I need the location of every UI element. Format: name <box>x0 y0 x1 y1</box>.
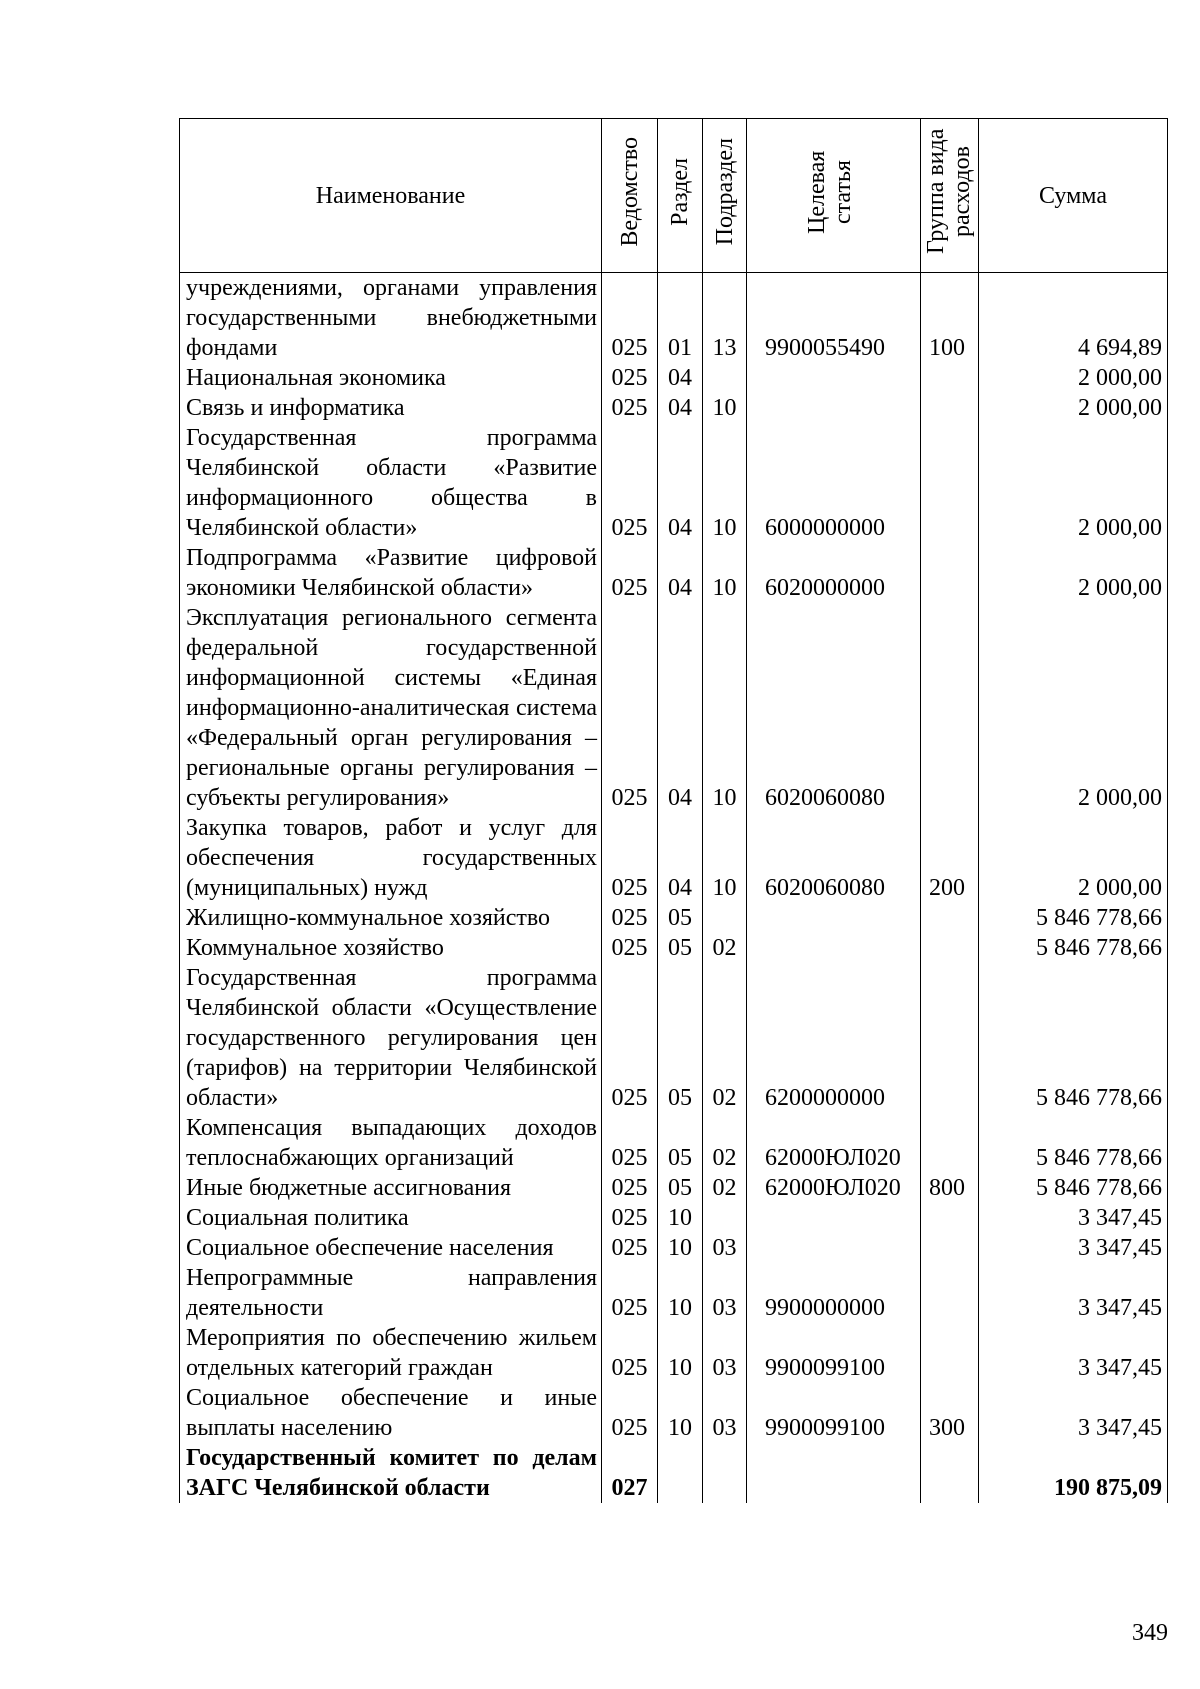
cell-celevaya-statya <box>747 903 921 933</box>
cell-gruppa <box>921 543 979 603</box>
table-body <box>180 273 1168 1504</box>
cell-summa: 5 846 778,66 <box>979 933 1168 963</box>
cell-podrazdel: 03 <box>703 1323 747 1383</box>
cell-razdel: 05 <box>658 1113 703 1173</box>
cell-name: Социальное обеспечение и иные выплаты населению <box>180 1383 602 1443</box>
cell-podrazdel: 02 <box>703 963 747 1113</box>
cell-gruppa <box>921 1323 979 1383</box>
table-row <box>180 1113 1168 1173</box>
cell-vedomstvo: 025 <box>602 963 658 1113</box>
cell-gruppa: 200 <box>921 813 979 903</box>
cell-vedomstvo: 025 <box>602 933 658 963</box>
cell-vedomstvo: 025 <box>602 1203 658 1233</box>
cell-razdel: 05 <box>658 903 703 933</box>
cell-razdel: 04 <box>658 393 703 423</box>
table-row <box>180 423 1168 543</box>
cell-gruppa <box>921 1263 979 1323</box>
cell-vedomstvo: 025 <box>602 813 658 903</box>
table-row <box>180 393 1168 423</box>
cell-celevaya-statya: 6020000000 <box>747 543 921 603</box>
cell-razdel: 05 <box>658 933 703 963</box>
cell-vedomstvo: 025 <box>602 363 658 393</box>
table-row <box>180 603 1168 813</box>
cell-name: учреждениями, органами управления государственными внебюджетными фондами <box>180 273 602 364</box>
cell-razdel <box>658 1443 703 1503</box>
cell-celevaya-statya: 9900000000 <box>747 1263 921 1323</box>
cell-celevaya-statya: 6020060080 <box>747 603 921 813</box>
table-row <box>180 273 1168 364</box>
cell-podrazdel: 03 <box>703 1233 747 1263</box>
cell-vedomstvo: 025 <box>602 603 658 813</box>
cell-celevaya-statya: 6000000000 <box>747 423 921 543</box>
table-header-row <box>180 119 1168 273</box>
cell-celevaya-statya: 62000ЮЛ020 <box>747 1173 921 1203</box>
cell-razdel: 04 <box>658 423 703 543</box>
budget-table <box>179 118 1168 1503</box>
cell-vedomstvo: 025 <box>602 1113 658 1173</box>
header-podrazdel: Подраздел <box>703 119 747 273</box>
cell-name: Государственная программа Челябинской области «Развитие информационного общества в Челябинской области» <box>180 423 602 543</box>
cell-razdel: 10 <box>658 1263 703 1323</box>
cell-vedomstvo: 025 <box>602 273 658 364</box>
cell-podrazdel: 02 <box>703 933 747 963</box>
cell-gruppa: 800 <box>921 1173 979 1203</box>
header-razdel: Раздел <box>658 119 703 273</box>
cell-podrazdel: 02 <box>703 1173 747 1203</box>
cell-vedomstvo: 025 <box>602 1323 658 1383</box>
page-number: 349 <box>1132 1620 1168 1646</box>
cell-summa: 2 000,00 <box>979 813 1168 903</box>
cell-summa: 5 846 778,66 <box>979 963 1168 1113</box>
cell-name: Эксплуатация регионального сегмента федеральной государственной информационной системы «Единая информационно-аналитическая система «Федеральный орган регулирования – региональные органы регулирования – субъекты регулирования» <box>180 603 602 813</box>
cell-celevaya-statya <box>747 1203 921 1233</box>
cell-vedomstvo: 027 <box>602 1443 658 1503</box>
header-name: Наименование <box>180 119 602 273</box>
cell-name: Закупка товаров, работ и услуг для обеспечения государственных (муниципальных) нужд <box>180 813 602 903</box>
cell-name: Компенсация выпадающих доходов теплоснабжающих организаций <box>180 1113 602 1173</box>
cell-gruppa: 100 <box>921 273 979 364</box>
cell-podrazdel: 10 <box>703 423 747 543</box>
cell-summa: 190 875,09 <box>979 1443 1168 1503</box>
table-row <box>180 813 1168 903</box>
cell-razdel: 10 <box>658 1233 703 1263</box>
cell-podrazdel <box>703 1443 747 1503</box>
cell-podrazdel: 10 <box>703 813 747 903</box>
cell-summa: 2 000,00 <box>979 603 1168 813</box>
cell-podrazdel <box>703 1203 747 1233</box>
cell-celevaya-statya: 9900055490 <box>747 273 921 364</box>
cell-razdel: 01 <box>658 273 703 364</box>
cell-vedomstvo: 025 <box>602 543 658 603</box>
cell-celevaya-statya: 62000ЮЛ020 <box>747 1113 921 1173</box>
table-row <box>180 1233 1168 1263</box>
cell-summa: 5 846 778,66 <box>979 903 1168 933</box>
table-row <box>180 1443 1168 1503</box>
header-celevaya-statya: Целевая статья <box>747 119 921 273</box>
cell-podrazdel: 02 <box>703 1113 747 1173</box>
table-row <box>180 1173 1168 1203</box>
cell-summa: 3 347,45 <box>979 1323 1168 1383</box>
cell-name: Социальное обеспечение населения <box>180 1233 602 1263</box>
cell-podrazdel <box>703 903 747 933</box>
cell-podrazdel <box>703 363 747 393</box>
cell-summa: 3 347,45 <box>979 1203 1168 1233</box>
cell-summa: 3 347,45 <box>979 1383 1168 1443</box>
cell-celevaya-statya: 6020060080 <box>747 813 921 903</box>
table-row <box>180 543 1168 603</box>
cell-razdel: 05 <box>658 963 703 1113</box>
cell-vedomstvo: 025 <box>602 1383 658 1443</box>
cell-gruppa <box>921 603 979 813</box>
cell-podrazdel: 03 <box>703 1263 747 1323</box>
cell-vedomstvo: 025 <box>602 423 658 543</box>
cell-gruppa <box>921 1113 979 1173</box>
cell-gruppa: 300 <box>921 1383 979 1443</box>
cell-name: Иные бюджетные ассигнования <box>180 1173 602 1203</box>
cell-summa: 5 846 778,66 <box>979 1113 1168 1173</box>
cell-summa: 2 000,00 <box>979 393 1168 423</box>
cell-gruppa <box>921 933 979 963</box>
cell-summa: 3 347,45 <box>979 1263 1168 1323</box>
cell-vedomstvo: 025 <box>602 1233 658 1263</box>
table-row <box>180 903 1168 933</box>
cell-gruppa <box>921 903 979 933</box>
cell-razdel: 10 <box>658 1323 703 1383</box>
cell-celevaya-statya <box>747 393 921 423</box>
table-row <box>180 933 1168 963</box>
cell-podrazdel: 10 <box>703 603 747 813</box>
cell-summa: 2 000,00 <box>979 423 1168 543</box>
table-row <box>180 1203 1168 1233</box>
cell-name: Государственная программа Челябинской области «Осуществление государственного регулирования цен (тарифов) на территории Челябинской области» <box>180 963 602 1113</box>
cell-summa: 4 694,89 <box>979 273 1168 364</box>
cell-celevaya-statya <box>747 363 921 393</box>
cell-name: Связь и информатика <box>180 393 602 423</box>
header-vedomstvo: Ведомство <box>602 119 658 273</box>
cell-gruppa <box>921 423 979 543</box>
cell-summa: 2 000,00 <box>979 363 1168 393</box>
cell-gruppa <box>921 963 979 1113</box>
cell-vedomstvo: 025 <box>602 1263 658 1323</box>
cell-podrazdel: 03 <box>703 1383 747 1443</box>
cell-summa: 2 000,00 <box>979 543 1168 603</box>
cell-summa: 5 846 778,66 <box>979 1173 1168 1203</box>
table-row <box>180 363 1168 393</box>
cell-celevaya-statya <box>747 933 921 963</box>
cell-name: Жилищно-коммунальное хозяйство <box>180 903 602 933</box>
table-row <box>180 1263 1168 1323</box>
cell-vedomstvo: 025 <box>602 393 658 423</box>
cell-razdel: 04 <box>658 543 703 603</box>
cell-name: Подпрограмма «Развитие цифровой экономики Челябинской области» <box>180 543 602 603</box>
cell-name: Коммунальное хозяйство <box>180 933 602 963</box>
cell-gruppa <box>921 393 979 423</box>
cell-name: Непрограммные направления деятельности <box>180 1263 602 1323</box>
cell-razdel: 04 <box>658 813 703 903</box>
cell-podrazdel: 10 <box>703 393 747 423</box>
table-row <box>180 1383 1168 1443</box>
cell-podrazdel: 10 <box>703 543 747 603</box>
cell-gruppa <box>921 363 979 393</box>
header-summa: Сумма <box>979 119 1168 273</box>
cell-gruppa <box>921 1203 979 1233</box>
cell-celevaya-statya: 6200000000 <box>747 963 921 1113</box>
table-row <box>180 963 1168 1113</box>
cell-razdel: 05 <box>658 1173 703 1203</box>
cell-podrazdel: 13 <box>703 273 747 364</box>
header-gruppa-vida-rashodov: Группа вида расходов <box>921 119 979 273</box>
cell-razdel: 10 <box>658 1383 703 1443</box>
cell-razdel: 04 <box>658 603 703 813</box>
table-row <box>180 1323 1168 1383</box>
cell-vedomstvo: 025 <box>602 1173 658 1203</box>
cell-celevaya-statya: 9900099100 <box>747 1323 921 1383</box>
cell-gruppa <box>921 1233 979 1263</box>
cell-celevaya-statya <box>747 1233 921 1263</box>
cell-razdel: 10 <box>658 1203 703 1233</box>
cell-name: Национальная экономика <box>180 363 602 393</box>
cell-name: Государственный комитет по делам ЗАГС Челябинской области <box>180 1443 602 1503</box>
cell-razdel: 04 <box>658 363 703 393</box>
cell-name: Мероприятия по обеспечению жильем отдельных категорий граждан <box>180 1323 602 1383</box>
cell-name: Социальная политика <box>180 1203 602 1233</box>
cell-summa: 3 347,45 <box>979 1233 1168 1263</box>
cell-celevaya-statya: 9900099100 <box>747 1383 921 1443</box>
cell-celevaya-statya <box>747 1443 921 1503</box>
cell-gruppa <box>921 1443 979 1503</box>
cell-vedomstvo: 025 <box>602 903 658 933</box>
